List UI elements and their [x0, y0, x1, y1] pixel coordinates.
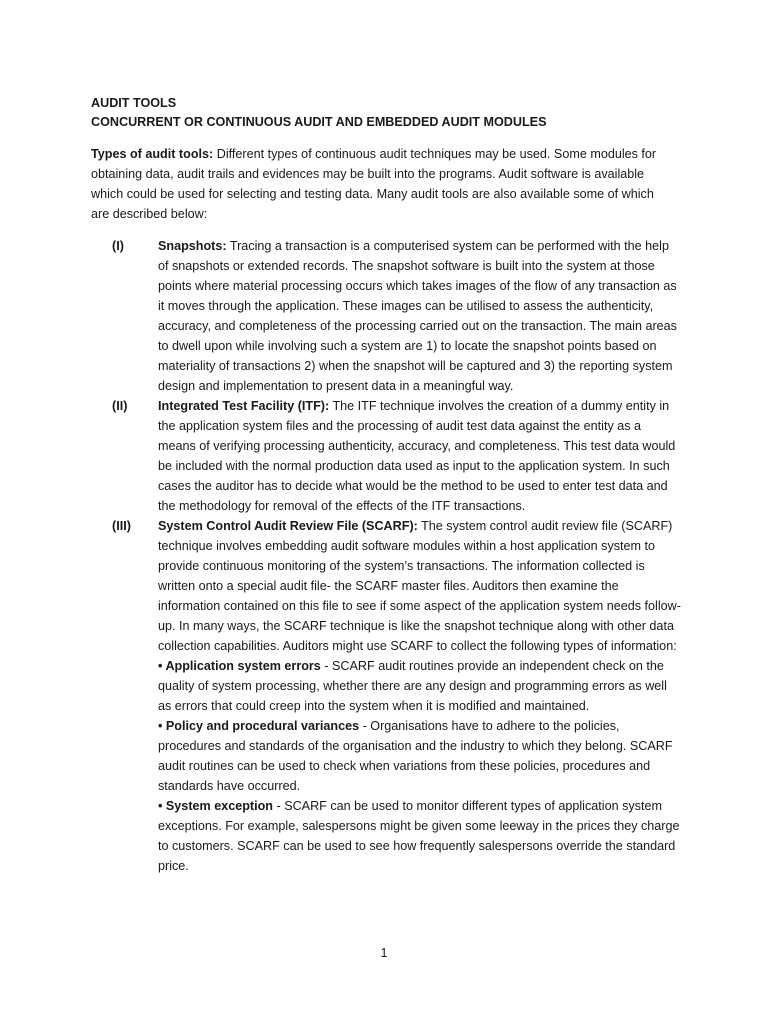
item-text: Tracing a transaction is a computerised system can be performed with the help of snapshots or extended records. The snapshot software is built into the system at those points where material processing occurs which takes images of the flow of any transaction as it moves through the application. These images can be utilised to assess the authenticity, accuracy, and completeness of the processing carried out on the transaction. The main areas to dwell upon while involving such a system are 1) to locate the snapshot points based on materiality of transactions 2) when the snapshot will be captured and 3) the reporting system design and implementation to present data in a meaningful way.	[158, 239, 677, 393]
item-body	[158, 236, 682, 396]
bullet-text: - SCARF audit routines provide an independent check on the quality of system processing, whether there are any design and programming errors as well as errors that could creep into the system when it is modified and maintained.	[158, 659, 667, 713]
item-number: (III)	[112, 519, 131, 533]
item-number: (II)	[112, 399, 128, 413]
item-text: The ITF technique involves the creation of a dummy entity in the application system files and the processing of audit test data against the entity as a means of verifying processing authenticity, accuracy, and completeness. This test data would be included with the normal production data used as input to the application system. In such cases the auditor has to decide what would be the method to be used to enter test data and the methodology for removal of the effects of the ITF transactions.	[158, 399, 676, 513]
bullet-application-system-errors	[158, 656, 682, 716]
item-paragraph	[158, 516, 682, 656]
intro-lead: Types of audit tools:	[91, 147, 214, 161]
item-number: (I)	[112, 239, 124, 253]
bullet-system-exception	[158, 796, 682, 876]
item-lead: System Control Audit Review File (SCARF):	[158, 519, 418, 533]
item-lead: Snapshots:	[158, 239, 227, 253]
item-body	[158, 516, 682, 876]
bullet-text: - SCARF can be used to monitor different types of application system exceptions. For example, salespersons might be given some leeway in the prices they charge to customers. SCARF can be used to see how frequently salespersons override the standard price.	[158, 799, 680, 873]
bullet-lead: • Policy and procedural variances	[158, 719, 360, 733]
bullet-policy-procedural-variances	[158, 716, 682, 796]
page-number: 1	[380, 946, 388, 960]
document-title: AUDIT TOOLS	[91, 96, 177, 110]
document-subtitle: CONCURRENT OR CONTINUOUS AUDIT AND EMBEDDED AUDIT MODULES	[91, 115, 547, 129]
intro-text: Different types of continuous audit techniques may be used. Some modules for obtaining data, audit trails and evidences may be built into the programs. Audit software is available which could be used for selecting and testing data. Many audit tools are also available some of which are described below:	[91, 147, 657, 221]
bullet-lead: • System exception	[158, 799, 273, 813]
item-text: The system control audit review file (SCARF) technique involves embedding audit software modules within a host application system to provide continuous monitoring of the system’s transactions. The information collected is written onto a special audit file- the SCARF master files. Auditors then examine the information contained on this file to see if some aspect of the application system needs follow-up. In many ways, the SCARF technique is like the snapshot technique along with other data collection capabilities. Auditors might use SCARF to collect the following types of information:	[158, 519, 681, 653]
item-body	[158, 396, 682, 516]
intro-paragraph	[91, 144, 671, 224]
bullet-lead: • Application system errors	[158, 659, 321, 673]
item-lead: Integrated Test Facility (ITF):	[158, 399, 330, 413]
bullet-text: - Organisations have to adhere to the policies, procedures and standards of the organisation and the industry to which they belong. SCARF audit routines can be used to check when variations from these policies, procedures and standards have occurred.	[158, 719, 673, 793]
